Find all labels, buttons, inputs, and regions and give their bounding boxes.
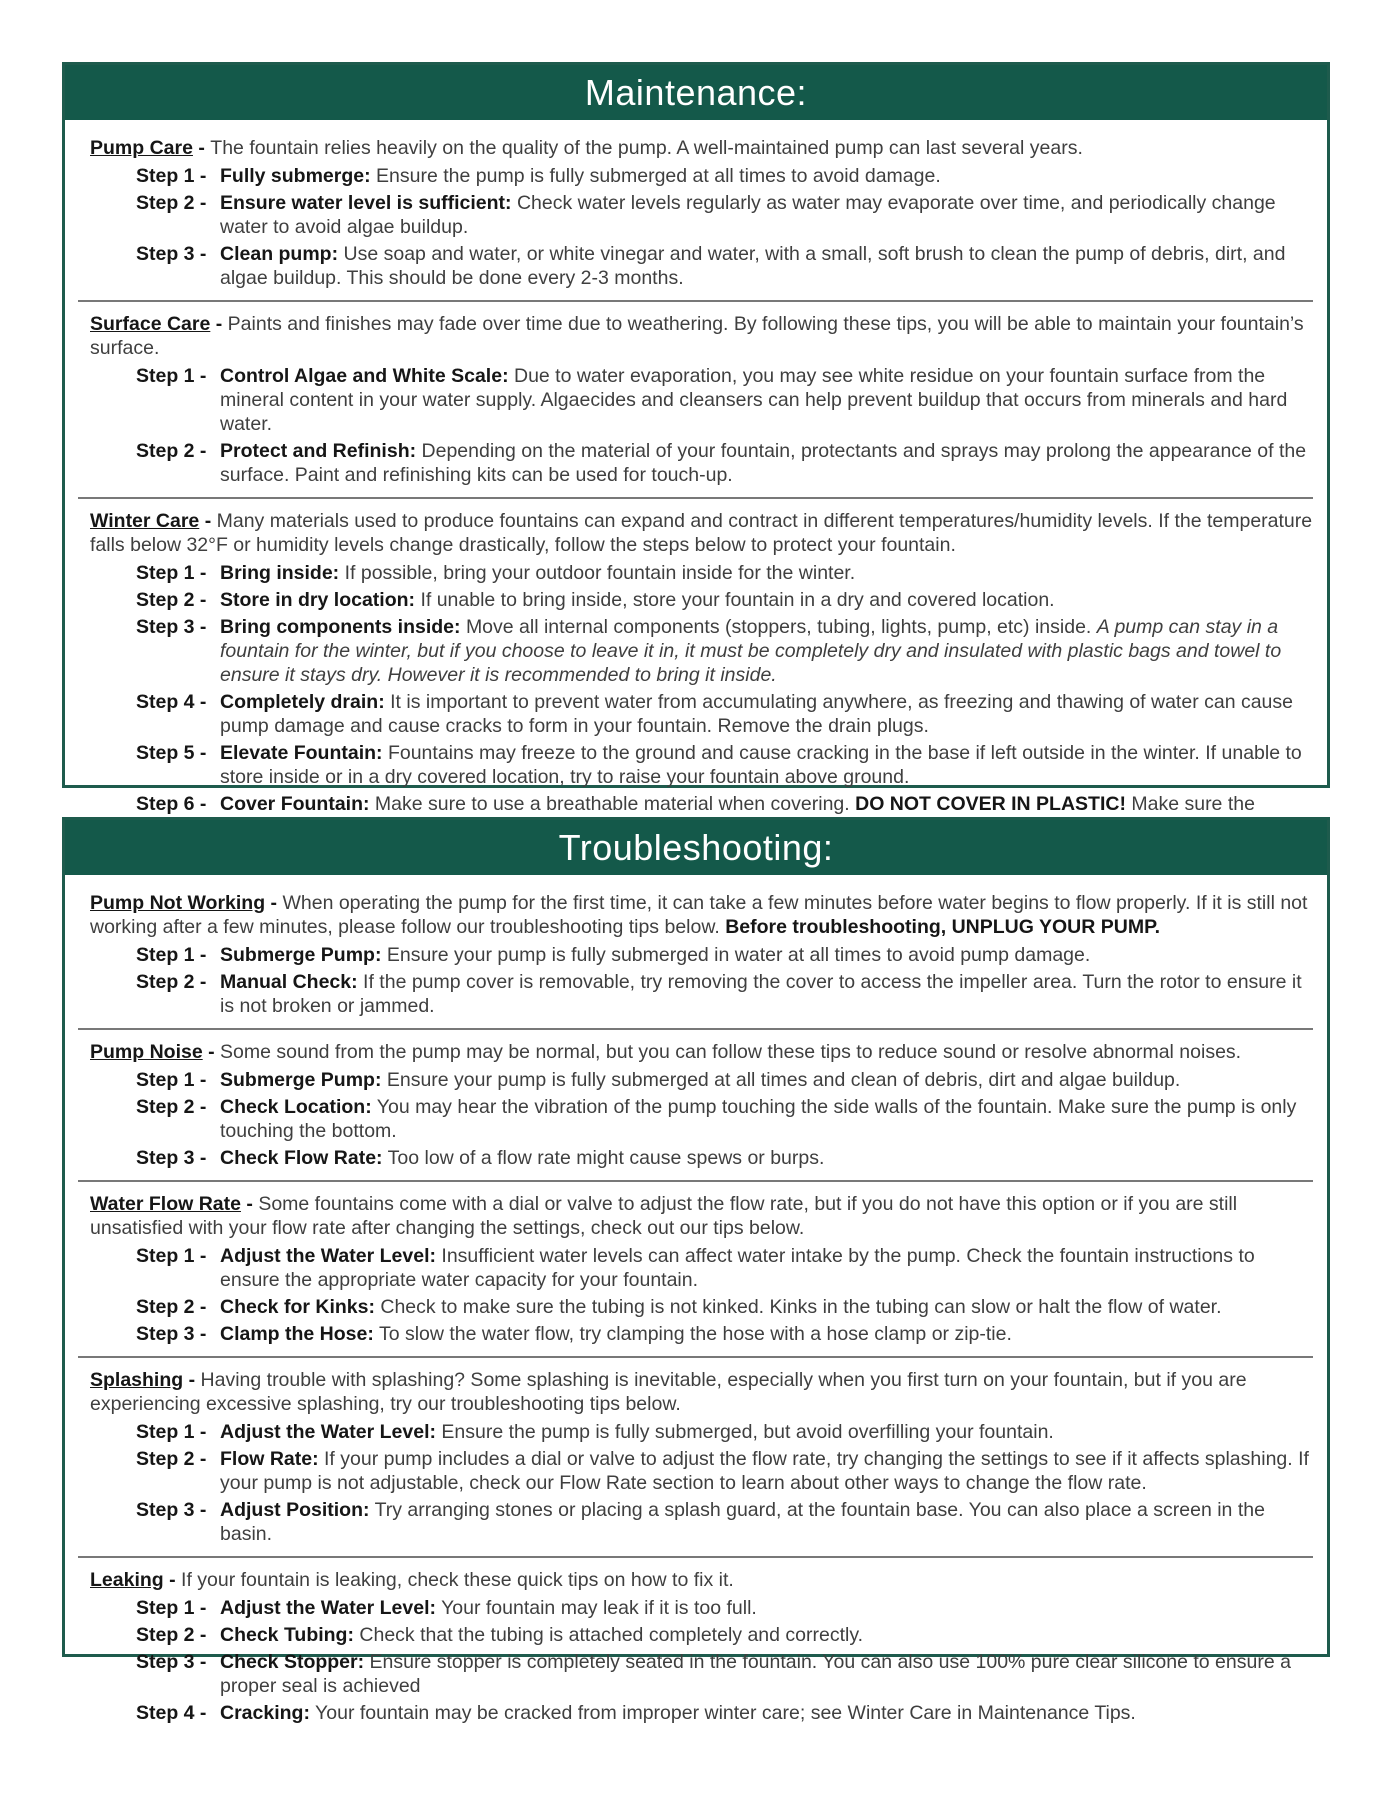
step-prefix: Step 2 -	[136, 589, 207, 611]
step-text: Move all internal components (stoppers, tubing, lights, pump, etc) inside.	[465, 616, 1097, 638]
intro-text: When operating the pump for the first time, it can take a few minutes before water begins to flow properly. If it is still not working after a few minutes, please follow our troubleshooting tips below.	[90, 892, 1308, 938]
step-text: Check water levels regularly as water may evaporate over time, and periodically change water to avoid algae buildup.	[220, 192, 1276, 238]
step-prefix: Step 2 -	[136, 1448, 207, 1470]
section-troubleshooting-3	[90, 1368, 1313, 1546]
step-text: Your fountain may be cracked from improper winter care; see Winter Care in Maintenance Tips.	[315, 1702, 1136, 1724]
step-row	[90, 364, 1313, 436]
step-body	[220, 1420, 1313, 1444]
step-body	[220, 1322, 1313, 1346]
step-label: Adjust Position:	[220, 1499, 370, 1521]
step-body	[220, 741, 1313, 789]
section-title: Pump Care	[90, 137, 193, 159]
step-label: Elevate Fountain:	[220, 742, 383, 764]
maintenance-panel	[62, 62, 1330, 815]
intro-bold-text: Before troubleshooting, UNPLUG YOUR PUMP.	[725, 916, 1160, 938]
step-prefix: Step 1 -	[136, 1597, 207, 1619]
section-dash: -	[199, 510, 217, 532]
step-prefix: Step 1 -	[136, 1421, 207, 1443]
intro-text: Many materials used to produce fountains can expand and contract in different temperatures/humidity levels. If the temperature falls below 32°F or humidity levels change drastically, follow the steps below to protect your fountain.	[90, 510, 1313, 556]
step-row	[90, 1322, 1313, 1346]
steps-list	[90, 1068, 1313, 1170]
step-label: Adjust the Water Level:	[220, 1421, 436, 1443]
section-maintenance-1	[90, 312, 1313, 487]
step-body	[220, 1295, 1313, 1319]
step-label: Clamp the Hose:	[220, 1323, 374, 1345]
step-body	[220, 690, 1313, 738]
step-row	[90, 1068, 1313, 1092]
section-divider	[78, 300, 1313, 302]
maintenance-header-bar	[65, 65, 1327, 120]
step-body	[220, 191, 1313, 239]
step-text: You may hear the vibration of the pump touching the side walls of the fountain. Make sure the pump is only touching the bottom.	[220, 1096, 1297, 1142]
step-text: Fountains may freeze to the ground and cause cracking in the base if left outside in the winter. If unable to store inside or in a dry covered location, try to raise your fountain above ground.	[220, 742, 1302, 788]
maintenance-title: Maintenance:	[584, 72, 808, 113]
step-text: Check that the tubing is attached completely and correctly.	[359, 1624, 864, 1646]
step-body	[220, 364, 1313, 436]
step-bold-text: DO NOT COVER IN PLASTIC!	[855, 793, 1126, 815]
section-troubleshooting-4	[90, 1568, 1313, 1725]
step-row	[90, 1146, 1313, 1170]
step-prefix: Step 2 -	[136, 1624, 207, 1646]
step-label: Cover Fountain:	[220, 793, 370, 815]
step-body	[220, 1068, 1313, 1092]
step-body	[220, 1244, 1313, 1292]
steps-list	[90, 1420, 1313, 1546]
step-label: Bring components inside:	[220, 616, 461, 638]
step-label: Protect and Refinish:	[220, 440, 417, 462]
step-row	[90, 242, 1313, 290]
intro-text: Some sound from the pump may be normal, but you can follow these tips to reduce sound or resolve abnormal noises.	[220, 1041, 1242, 1063]
step-prefix: Step 3 -	[136, 243, 207, 265]
step-body	[220, 1447, 1313, 1495]
section-divider	[78, 497, 1313, 499]
steps-list	[90, 364, 1313, 487]
section-dash: -	[183, 1369, 201, 1391]
section-intro	[90, 313, 1304, 359]
step-label: Manual Check:	[220, 971, 358, 993]
step-row	[90, 1596, 1313, 1620]
intro-text: Having trouble with splashing? Some splashing is inevitable, especially when you first turn on your fountain, but if you are experiencing excessive splashing, try our troubleshooting tips below.	[90, 1369, 1247, 1415]
step-body	[220, 561, 1313, 585]
step-text: Ensure stopper is completely seated in the fountain. You can also use 100% pure clear silicone to ensure a proper seal is achieved	[220, 1651, 1291, 1697]
step-label: Cracking:	[220, 1702, 310, 1724]
intro-text: Some fountains come with a dial or valve to adjust the flow rate, but if you do not have this option or if you are still unsatisfied with your flow rate after changing the settings, check out our tips below.	[90, 1193, 1238, 1239]
step-row	[90, 1701, 1313, 1725]
section-divider	[78, 1356, 1313, 1358]
step-row	[90, 561, 1313, 585]
step-row	[90, 1447, 1313, 1495]
step-text: To slow the water flow, try clamping the hose with a hose clamp or zip-tie.	[378, 1323, 1012, 1345]
step-label: Check Stopper:	[220, 1651, 365, 1673]
troubleshooting-content	[65, 875, 1327, 1725]
section-intro	[220, 1041, 1241, 1063]
step-label: Adjust the Water Level:	[220, 1597, 436, 1619]
troubleshooting-title: Troubleshooting:	[558, 827, 834, 868]
step-text: It is important to prevent water from accumulating anywhere, as freezing and thawing of water can cause pump damage and cause cracks to form in your fountain. Remove the drain plugs.	[220, 691, 1293, 737]
step-row	[90, 1420, 1313, 1444]
step-body	[220, 1596, 1313, 1620]
step-row	[90, 1244, 1313, 1292]
step-row	[90, 191, 1313, 239]
section-heading	[90, 312, 1313, 360]
troubleshooting-header-bar	[65, 820, 1327, 875]
step-body	[220, 164, 1313, 188]
step-prefix: Step 3 -	[136, 1323, 207, 1345]
step-prefix: Step 2 -	[136, 971, 207, 993]
step-prefix: Step 3 -	[136, 1147, 207, 1169]
steps-list	[90, 164, 1313, 290]
intro-text: The fountain relies heavily on the quality of the pump. A well-maintained pump can last several years.	[210, 137, 1083, 159]
step-prefix: Step 2 -	[136, 440, 207, 462]
step-text: Make sure to use a breathable material when covering.	[374, 793, 856, 815]
section-dash: -	[192, 137, 211, 159]
step-label: Completely drain:	[220, 691, 385, 713]
step-label: Submerge Pump:	[220, 1069, 382, 1091]
step-row	[90, 1623, 1313, 1647]
section-title: Surface Care	[90, 313, 211, 335]
step-text: Depending on the material of your fountain, protectants and sprays may prolong the appearance of the surface. Paint and refinishing kits can be used for touch-up.	[220, 440, 1307, 486]
step-prefix: Step 5 -	[136, 742, 207, 764]
section-intro	[90, 1193, 1237, 1239]
step-text: Too low of a flow rate might cause spews or burps.	[387, 1147, 825, 1169]
intro-text: If your fountain is leaking, check these quick tips on how to fix it.	[181, 1569, 734, 1591]
step-prefix: Step 4 -	[136, 691, 207, 713]
step-prefix: Step 3 -	[136, 616, 207, 638]
step-body	[220, 588, 1313, 612]
section-dash: -	[265, 892, 283, 914]
step-row	[90, 943, 1313, 967]
step-row	[90, 164, 1313, 188]
step-row	[90, 1295, 1313, 1319]
step-label: Submerge Pump:	[220, 944, 382, 966]
step-row	[90, 588, 1313, 612]
step-body	[220, 615, 1313, 687]
maintenance-content	[65, 120, 1327, 840]
step-italic-text: A pump can stay in a fountain for the winter, but if you choose to leave it in, it must be completely dry and insulated with plastic bags and towel to ensure it stays dry. However it is recommended to bring it inside.	[220, 616, 1282, 686]
step-body	[220, 439, 1313, 487]
step-label: Store in dry location:	[220, 589, 416, 611]
step-prefix: Step 3 -	[136, 1651, 207, 1673]
steps-list	[90, 943, 1313, 1018]
step-text: Your fountain may leak if it is too full.	[441, 1597, 757, 1619]
step-label: Check Flow Rate:	[220, 1147, 383, 1169]
step-text: Ensure the pump is fully submerged at all times to avoid damage.	[376, 165, 941, 187]
section-intro	[210, 137, 1083, 159]
step-label: Check Location:	[220, 1096, 372, 1118]
step-text: If possible, bring your outdoor fountain inside for the winter.	[344, 562, 856, 584]
step-text: If your pump includes a dial or valve to adjust the flow rate, try changing the settings to see if it affects splashing. If your pump is not adjustable, check our Flow Rate section to learn about other ways to change the flow rate.	[220, 1448, 1309, 1494]
section-title: Splashing	[90, 1369, 184, 1391]
section-title: Winter Care	[90, 510, 200, 532]
step-prefix: Step 2 -	[136, 192, 207, 214]
step-label: Clean pump:	[220, 243, 339, 265]
section-title: Leaking	[90, 1569, 164, 1591]
step-label: Check for Kinks:	[220, 1296, 375, 1318]
step-prefix: Step 2 -	[136, 1296, 207, 1318]
step-prefix: Step 2 -	[136, 1096, 207, 1118]
section-intro	[90, 1369, 1247, 1415]
section-title: Pump Noise	[90, 1041, 203, 1063]
step-text: Make sure the	[1131, 793, 1255, 815]
section-heading	[90, 136, 1313, 160]
step-row	[90, 690, 1313, 738]
step-body	[220, 970, 1313, 1018]
step-label: Control Algae and White Scale:	[220, 365, 509, 387]
steps-list	[90, 561, 1313, 840]
step-text: If the pump cover is removable, try removing the cover to access the impeller area. Turn the rotor to ensure it is not broken or jammed.	[220, 971, 1302, 1017]
step-text: Ensure the pump is fully submerged, but avoid overfilling your fountain.	[441, 1421, 1054, 1443]
section-heading	[90, 1368, 1313, 1416]
step-row	[90, 1095, 1313, 1143]
step-text: Check to make sure the tubing is not kinked. Kinks in the tubing can slow or halt the flow of water.	[380, 1296, 1222, 1318]
step-body	[220, 943, 1313, 967]
steps-list	[90, 1596, 1313, 1725]
step-prefix: Step 6 -	[136, 793, 207, 815]
section-heading	[90, 891, 1313, 939]
step-body	[220, 1498, 1313, 1546]
section-maintenance-0	[90, 136, 1313, 290]
step-label: Bring inside:	[220, 562, 340, 584]
step-label: Flow Rate:	[220, 1448, 319, 1470]
step-text: Try arranging stones or placing a splash guard, at the fountain base. You can also place a screen in the basin.	[220, 1499, 1265, 1545]
step-label: Check Tubing:	[220, 1624, 354, 1646]
section-troubleshooting-0	[90, 891, 1313, 1018]
step-row	[90, 741, 1313, 789]
step-text: Use soap and water, or white vinegar and water, with a small, soft brush to clean the pump of debris, dirt, and algae buildup. This should be done every 2-3 months.	[220, 243, 1286, 289]
step-row	[90, 1650, 1313, 1698]
step-label: Ensure water level is sufficient:	[220, 192, 512, 214]
step-row	[90, 615, 1313, 687]
section-divider	[78, 1180, 1313, 1182]
section-title: Pump Not Working	[90, 892, 266, 914]
step-text: Insufficient water levels can affect water intake by the pump. Check the fountain instructions to ensure the appropriate water capacity for your fountain.	[220, 1245, 1255, 1291]
section-maintenance-2	[90, 509, 1313, 840]
step-body	[220, 1650, 1313, 1698]
section-dash: -	[202, 1041, 221, 1063]
step-prefix: Step 4 -	[136, 1702, 207, 1724]
section-dash: -	[240, 1193, 259, 1215]
step-row	[90, 439, 1313, 487]
section-dash: -	[210, 313, 228, 335]
step-prefix: Step 1 -	[136, 944, 207, 966]
section-heading	[90, 1192, 1313, 1240]
section-heading	[90, 1040, 1313, 1064]
step-prefix: Step 1 -	[136, 1069, 207, 1091]
section-title: Water Flow Rate	[90, 1193, 241, 1215]
step-row	[90, 1498, 1313, 1546]
section-heading	[90, 509, 1313, 557]
steps-list	[90, 1244, 1313, 1346]
step-prefix: Step 1 -	[136, 1245, 207, 1267]
step-prefix: Step 1 -	[136, 365, 207, 387]
step-text: Ensure your pump is fully submerged at all times and clean of debris, dirt and algae buildup.	[386, 1069, 1181, 1091]
step-label: Adjust the Water Level:	[220, 1245, 436, 1267]
step-body	[220, 1701, 1313, 1725]
section-heading	[90, 1568, 1313, 1592]
step-body	[220, 242, 1313, 290]
step-body	[220, 1146, 1313, 1170]
section-troubleshooting-2	[90, 1192, 1313, 1346]
step-body	[220, 1623, 1313, 1647]
section-dash: -	[163, 1569, 182, 1591]
section-troubleshooting-1	[90, 1040, 1313, 1170]
step-prefix: Step 3 -	[136, 1499, 207, 1521]
section-divider	[78, 1556, 1313, 1558]
step-prefix: Step 1 -	[136, 165, 207, 187]
section-intro	[181, 1569, 734, 1591]
section-intro	[90, 510, 1312, 556]
step-row	[90, 970, 1313, 1018]
step-text: Due to water evaporation, you may see white residue on your fountain surface from the mineral content in your water supply. Algaecides and cleansers can help prevent buildup that occurs from minerals and hard water.	[220, 365, 1288, 435]
troubleshooting-panel	[62, 817, 1330, 1724]
step-text: If unable to bring inside, store your fountain in a dry and covered location.	[420, 589, 1055, 611]
step-prefix: Step 1 -	[136, 562, 207, 584]
step-label: Fully submerge:	[220, 165, 371, 187]
step-body	[220, 1095, 1313, 1143]
step-text: Ensure your pump is fully submerged in water at all times to avoid pump damage.	[386, 944, 1091, 966]
intro-text: Paints and finishes may fade over time due to weathering. By following these tips, you will be able to maintain your fountain’s surface.	[90, 313, 1304, 359]
section-divider	[78, 1028, 1313, 1030]
